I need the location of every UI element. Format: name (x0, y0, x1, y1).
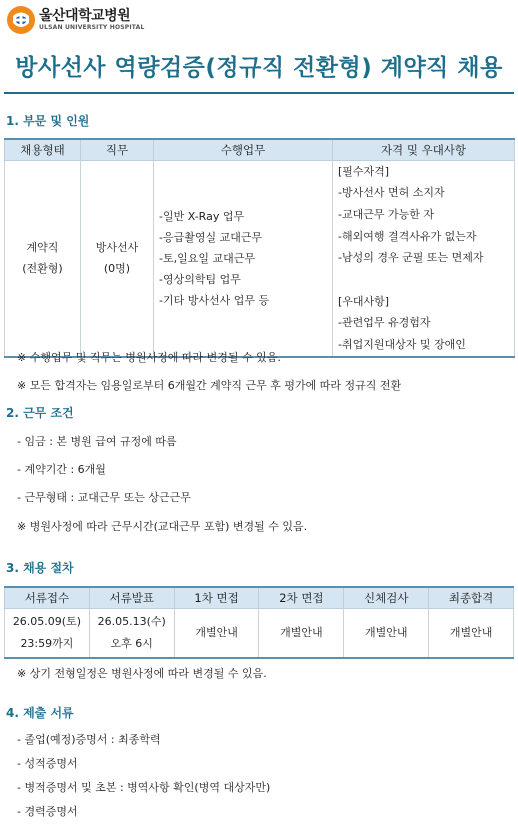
list-item: - 근무형태 : 교대근무 또는 상근근무 (17, 491, 191, 504)
logo-english-name: ULSAN UNIVERSITY HOSPITAL (39, 24, 145, 31)
list-item: - 졸업(예정)증명서 : 최종학력 (17, 733, 161, 746)
column-header: 1차 면접 (174, 587, 259, 608)
table-cell: 26.05.09(토) 23:59까지 (5, 608, 90, 658)
list-item: - 임금 : 본 병원 급여 규정에 따름 (17, 435, 177, 448)
list-item: - 성적증명서 (17, 757, 78, 770)
table-header-row (5, 587, 514, 608)
title-divider (4, 92, 514, 94)
note: ※ 병원사정에 따라 근무시간(교대근무 포함) 변경될 수 있음. (17, 520, 308, 533)
page-title: 방사선사 역량검증(정규직 전환형) 계약직 채용 (15, 55, 503, 81)
section-heading-conditions: 2. 근무 조건 (6, 406, 74, 420)
column-header: 최종합격 (429, 587, 514, 608)
table-row (5, 160, 515, 357)
note: ※ 수행업무 및 직무는 병원사정에 따라 변경될 수 있음. (17, 351, 281, 364)
section-heading-documents: 4. 제출 서류 (6, 706, 74, 720)
section-heading-process: 3. 채용 절차 (6, 561, 74, 575)
column-header: 자격 및 우대사항 (333, 139, 515, 160)
hospital-emblem-icon (6, 5, 36, 35)
employment-type-cell: 계약직 (전환형) (5, 160, 81, 357)
column-header: 수행업무 (154, 139, 333, 160)
hospital-logo (6, 4, 145, 36)
section-heading-positions: 1. 부문 및 인원 (6, 114, 90, 128)
table-cell: 개별안내 (259, 608, 344, 658)
table-cell: 개별안내 (174, 608, 259, 658)
column-header: 2차 면접 (259, 587, 344, 608)
duties-cell: -일반 X-Ray 업무 -응급촬영실 교대근무 -토,일요일 교대근무 -영상의학팀 업무 -기타 방사선사 업무 등 (154, 160, 333, 357)
table-cell: 26.05.13(수) 오후 6시 (89, 608, 174, 658)
process-table (4, 586, 514, 659)
column-header: 서류접수 (5, 587, 90, 608)
table-cell: 개별안내 (344, 608, 429, 658)
note: ※ 상기 전형일정은 병원사정에 따라 변경될 수 있음. (17, 667, 267, 680)
table-header-row (5, 139, 515, 160)
job-cell: 방사선사 (0명) (81, 160, 154, 357)
list-item: - 경력증명서 (17, 805, 78, 818)
column-header: 서류발표 (89, 587, 174, 608)
list-item: - 병적증명서 및 초본 : 병역사항 확인(병역 대상자만) (17, 781, 271, 794)
column-header: 채용형태 (5, 139, 81, 160)
note: ※ 모든 합격자는 임용일로부터 6개월간 계약직 근무 후 평가에 따라 정규직 전환 (17, 379, 402, 392)
table-row (5, 608, 514, 658)
logo-korean-name: 울산대학교병원 (39, 8, 131, 24)
column-header: 신체검사 (344, 587, 429, 608)
table-cell: 개별안내 (429, 608, 514, 658)
qualifications-cell: [필수자격] -방사선사 면허 소지자 -교대근무 가능한 자 -해외여행 결격사유가 없는자 -남성의 경우 군필 또는 면제자 [우대사항] -관련업무 유경험자 -취업지원대상자 및 장애인 (333, 160, 515, 357)
positions-table (4, 138, 515, 358)
column-header: 직무 (81, 139, 154, 160)
list-item: - 계약기간 : 6개월 (17, 463, 106, 476)
